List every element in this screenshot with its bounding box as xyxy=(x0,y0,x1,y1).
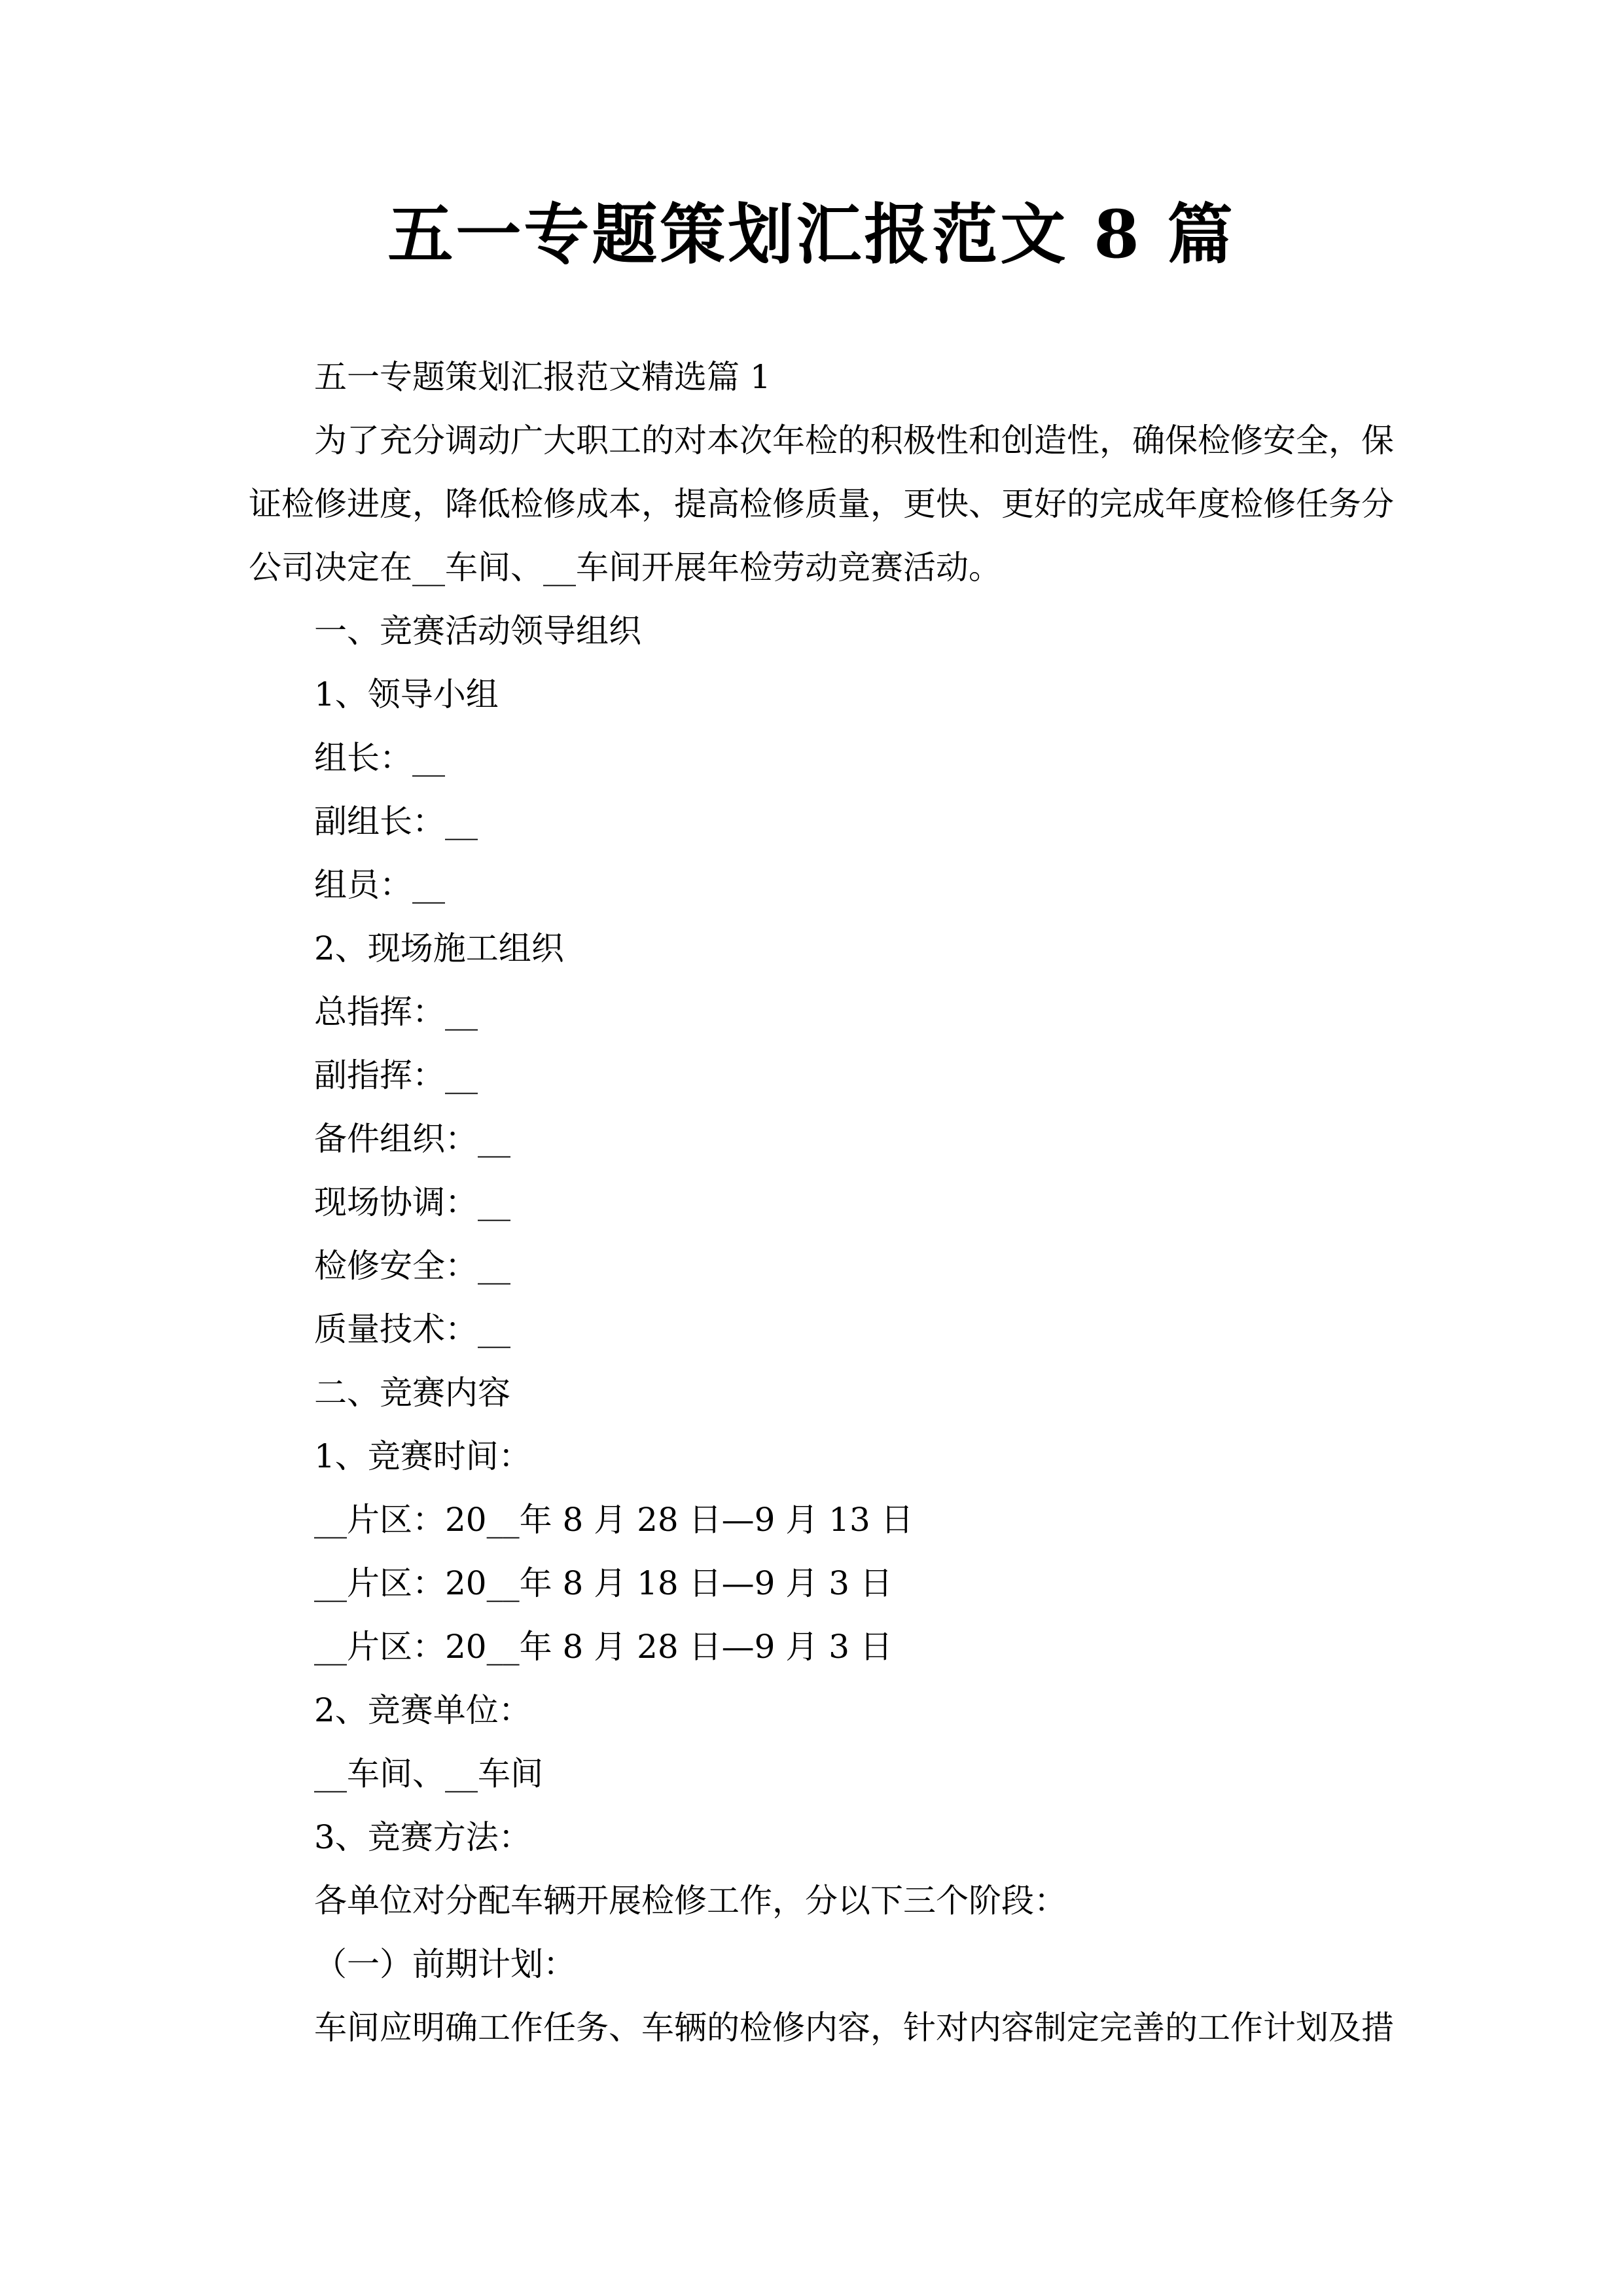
paragraph-intro-line-3: 公司决定在__车间、__车间开展年检劳动竞赛活动。 xyxy=(249,548,1001,586)
paragraph-chief-commander: 总指挥：__ xyxy=(314,993,478,1031)
paragraph-quality-technology: 质量技术：__ xyxy=(314,1310,510,1348)
paragraph-intro-line-1: 为了充分调动广大职工的对本次年检的积极性和创造性，确保检修安全，保 xyxy=(314,422,1394,459)
paragraph-spare-parts: 备件组织：__ xyxy=(314,1120,510,1158)
paragraph-subheading-site-organization: 2、现场施工组织 xyxy=(314,929,564,967)
paragraph-site-coordination: 现场协调：__ xyxy=(314,1183,510,1221)
document-body xyxy=(0,346,1623,2060)
paragraph-phase-1-heading: （一）前期计划： xyxy=(314,1945,576,1983)
paragraph-subheading-leading-group: 1、领导小组 xyxy=(314,675,499,713)
paragraph-subheading-competition-time: 1、竞赛时间： xyxy=(314,1437,531,1475)
paragraph-maintenance-safety: 检修安全：__ xyxy=(314,1247,510,1285)
paragraph-group-members: 组员：__ xyxy=(314,866,445,904)
paragraph-heading-1: 一、竞赛活动领导组织 xyxy=(314,612,641,650)
paragraph-deputy-commander: 副指挥：__ xyxy=(314,1056,478,1094)
paragraph-heading-2: 二、竞赛内容 xyxy=(314,1374,510,1412)
paragraph-subheading-competition-method: 3、竞赛方法： xyxy=(314,1818,531,1856)
paragraph-intro-line-2: 证检修进度，降低检修成本，提高检修质量，更快、更好的完成年度检修任务分 xyxy=(249,485,1394,523)
paragraph-subheading-competition-units: 2、竞赛单位： xyxy=(314,1691,531,1729)
paragraph-units-list: __车间、__车间 xyxy=(314,1755,543,1793)
paragraph-group-leader: 组长：__ xyxy=(314,739,445,777)
paragraph-phase-1-line-1: 车间应明确工作任务、车辆的检修内容，针对内容制定完善的工作计划及措 xyxy=(314,2009,1394,2047)
paragraph-area-time-1: __片区：20__年 8 月 28 日—9 月 13 日 xyxy=(314,1501,914,1539)
paragraph-area-time-3: __片区：20__年 8 月 28 日—9 月 3 日 xyxy=(314,1628,893,1666)
document-title: 五一专题策划汇报范文 8 篇 xyxy=(387,196,1236,273)
paragraph-section-intro-heading: 五一专题策划汇报范文精选篇 1 xyxy=(314,358,771,396)
paragraph-area-time-2: __片区：20__年 8 月 18 日—9 月 3 日 xyxy=(314,1564,893,1602)
paragraph-deputy-group-leader: 副组长：__ xyxy=(314,802,478,840)
paragraph-method-intro: 各单位对分配车辆开展检修工作，分以下三个阶段： xyxy=(314,1882,1067,1920)
